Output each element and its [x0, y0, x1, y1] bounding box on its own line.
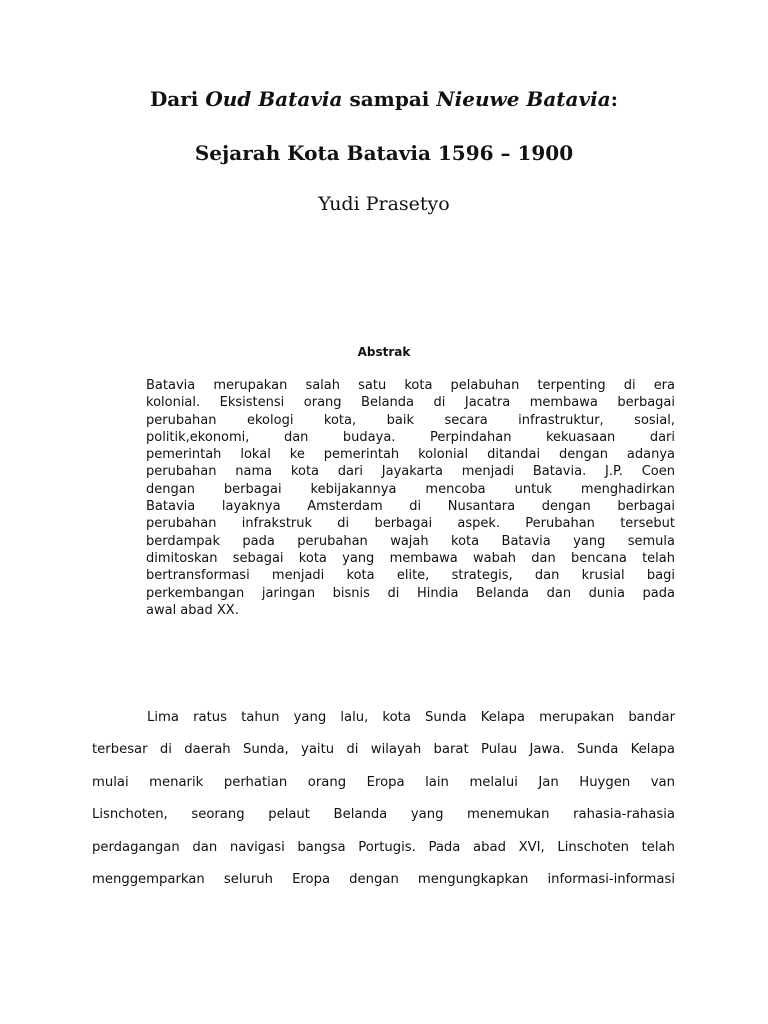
title-line-2: Sejarah Kota Batavia 1596 – 1900: [194, 141, 574, 165]
abstract-heading: Abstrak: [357, 345, 411, 359]
body-paragraph: [92, 702, 675, 896]
abstract-line: berdampak pada perubahan wajah kota Batavia yang semula: [146, 533, 675, 549]
title-suffix: :: [610, 87, 619, 111]
author-name: Yudi Prasetyo: [318, 193, 450, 215]
body-line: Lisnchoten, seorang pelaut Belanda yang menemukan rahasia-rahasia: [92, 807, 675, 823]
body-line: perdagangan dan navigasi bangsa Portugis. Pada abad XVI, Linschoten telah: [92, 839, 675, 855]
abstract-line: pemerintah lokal ke pemerintah kolonial ditandai dengan adanya: [146, 447, 675, 463]
abstract-line: dengan berbagai kebijakannya mencoba untuk menghadirkan: [146, 481, 675, 497]
abstract-line: awal abad XX.: [146, 602, 239, 618]
abstract-line: politik,ekonomi, dan budaya. Perpindahan kekuasaan dari: [146, 429, 675, 445]
title-middle: sampai: [342, 87, 437, 111]
abstract-line: perubahan nama kota dari Jayakarta menjadi Batavia. J.P. Coen: [146, 464, 675, 480]
body-line: menggemparkan seluruh Eropa dengan mengungkapkan informasi-informasi: [92, 872, 675, 888]
abstract-paragraph: [146, 377, 675, 619]
body-line: terbesar di daerah Sunda, yaitu di wilayah barat Pulau Jawa. Sunda Kelapa: [92, 742, 675, 758]
title-line-1: [0, 87, 768, 111]
body-line: mulai menarik perhatian orang Eropa lain melalui Jan Huygen van: [92, 774, 675, 790]
abstract-line: bertransformasi menjadi kota elite, strategis, dan krusial bagi: [146, 568, 675, 584]
abstract-line: Batavia layaknya Amsterdam di Nusantara dengan berbagai: [146, 499, 675, 515]
body-line: Lima ratus tahun yang lalu, kota Sunda Kelapa merupakan bandar: [147, 710, 675, 725]
abstract-line: perubahan ekologi kota, baik secara infrastruktur, sosial,: [146, 412, 675, 428]
abstract-line: Batavia merupakan salah satu kota pelabuhan terpenting di era: [146, 378, 675, 393]
abstract-line: perkembangan jaringan bisnis di Hindia Belanda dan dunia pada: [146, 585, 675, 601]
abstract-line: kolonial. Eksistensi orang Belanda di Jacatra membawa berbagai: [146, 395, 675, 411]
title-italic-nieuwe-batavia: Nieuwe Batavia: [436, 87, 611, 111]
title-italic-oud-batavia: Oud Batavia: [205, 87, 343, 111]
abstract-line: perubahan infrakstruk di berbagai aspek. Perubahan tersebut: [146, 516, 675, 532]
abstract-line: dimitoskan sebagai kota yang membawa wabah dan bencana telah: [146, 550, 675, 566]
title-prefix: Dari: [149, 87, 206, 111]
